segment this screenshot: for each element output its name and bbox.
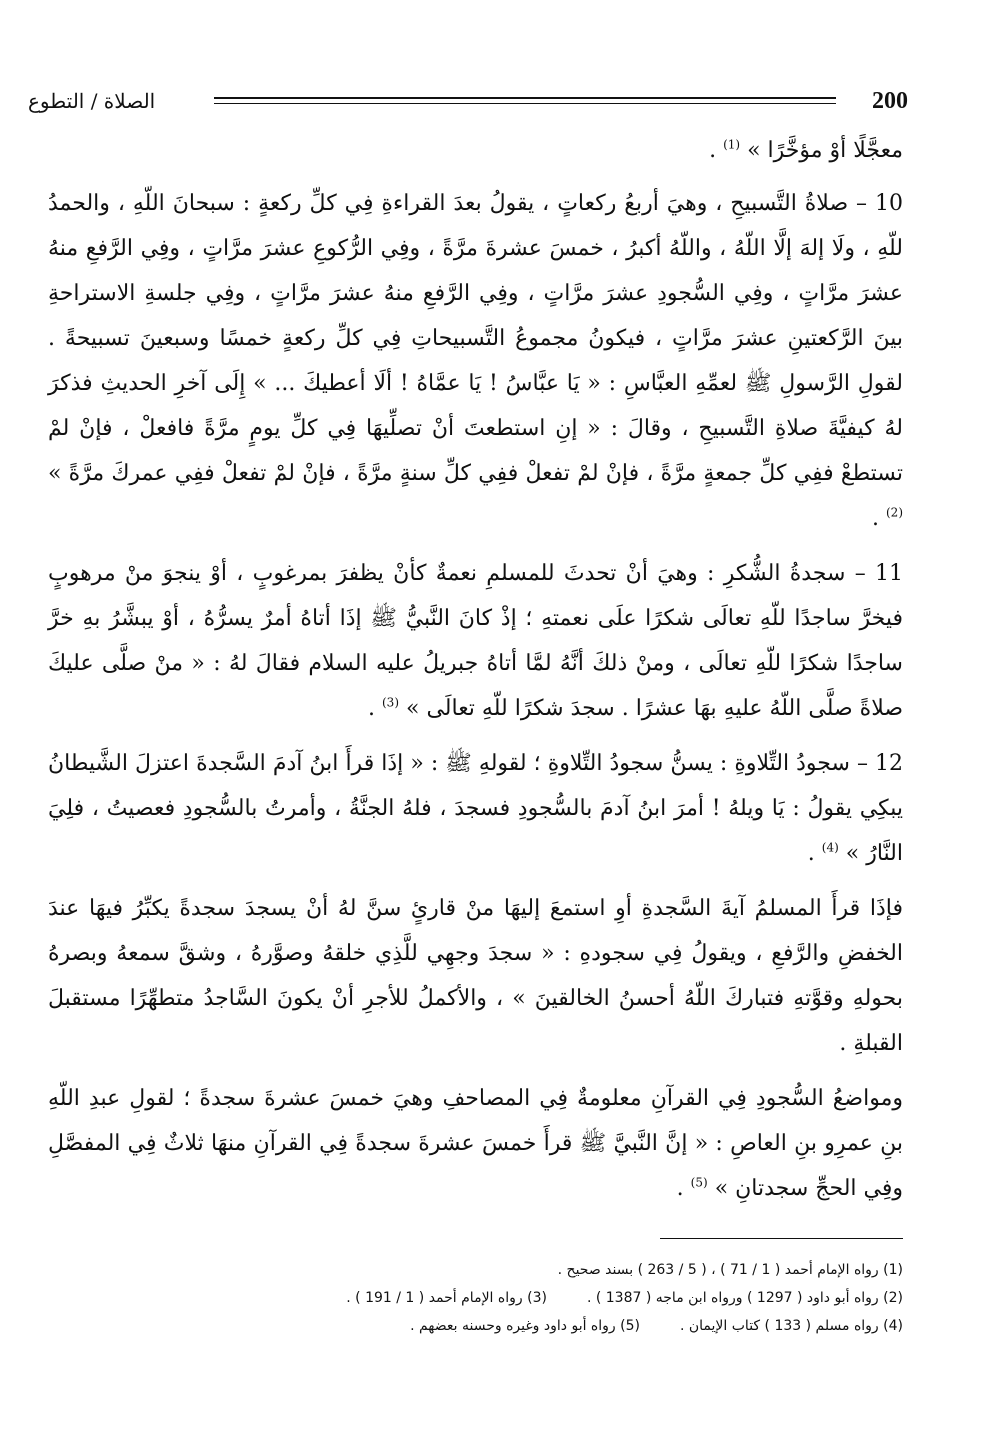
footnotes [200,1256,903,1340]
footnote: (4) رواه مسلم ( 133 ) كتاب الإيمان . [679,1318,903,1334]
footnote-marker: (4) [821,840,839,855]
footnote-line [200,1256,903,1284]
footnote: (3) رواه الإمام أحمد ( 1 / 191 ) . [346,1290,547,1306]
paragraph: 12 – سجودُ التِّلاوةِ : يسنُّ سجودُ التِّلاوةِ ؛ لقولهِ ﷺ : « إذَا قرأَ ابنُ آدمَ السَّجدةَ اعتزلَ الشَّيطانُ يبكِي يقولُ : يَا ويلهُ ! أمرَ ابنُ آدمَ بالسُّجودِ فسجدَ ، فلهُ الجنَّةُ ، وأمرتُ بالسُّجودِ فعصيتُ ، فلِيَ النَّارُ » $^{(4)}$ . [48,751,903,866]
footnote: (1) رواه الإمام أحمد ( 1 / 71 ) ، ( 5 / 263 ) بسند صحيح . [557,1262,903,1278]
running-header [28,84,908,118]
page-number: 200 [872,88,908,114]
paragraph: 11 – سجدةُ الشُّكرِ : وهيَ أنْ تحدثَ للمسلمِ نعمةٌ كأنْ يظفرَ بمرغوبٍ ، أوْ ينجوَ منْ مرهوبٍ فيخرَّ ساجدًا للّهِ تعالَى شكرًا علَى نعمتهِ ؛ إذْ كانَ النَّبيُّ ﷺ إذَا أتاهُ أمرٌ يسرُّهُ ، أوْ يبشَّرُ بهِ خرَّ ساجدًا شكرًا للّهِ تعالَى ، ومنْ ذلكَ أنَّهُ لمَّا أتاهُ جبريلُ عليه السلام فقالَ لهُ : « منْ صلَّى عليكَ صلاةً صلَّى اللّهُ عليهِ بهَا عشرًا . سجدَ شكرًا للّهِ تعالَى » $^{(3)}$ . [48,561,903,721]
body-text [48,128,903,1208]
paragraph: 10 – صلاةُ التَّسبيحِ ، وهيَ أربعُ ركعاتٍ ، يقولُ بعدَ القراءةِ فِي كلِّ ركعةٍ : سبحانَ اللّهِ ، والحمدُ للّهِ ، ولَا إلهَ إلَّا اللّهُ ، واللّهُ أكبرُ ، خمسَ عشرةَ مرَّةً ، وفِي الرُّكوعِ عشرَ مرَّاتٍ ، وفِي الرَّفعِ منهُ عشرَ مرَّاتٍ ، وفِي السُّجودِ عشرَ مرَّاتٍ ، وفِي الرَّفعِ منهُ عشرَ مرَّاتٍ ، وفِي جلسةِ الاستراحةِ بينَ الرَّكعتينِ عشرَ مرَّاتٍ ، فيكونُ مجموعُ التَّسبيحاتِ فِي كلِّ ركعةٍ خمسًا وسبعينَ تسبيحةً . لقولِ الرَّسولِ ﷺ لعمِّهِ العبَّاسِ : « يَا عبَّاسُ ! يَا عمَّاهُ ! ألَا أعطيكَ ... » إِلَى آخرِ الحديثِ فذكرَ لهُ كيفيَّةَ صلاةِ التَّسبيحِ ، وقالَ : « إنِ استطعتَ أنْ تصلِّيهَا فِي كلِّ يومٍ مرَّةً فافعلْ ، فإنْ لمْ تستطعْ ففِي كلِّ جمعةٍ مرَّةً ، فإنْ لمْ تفعلْ ففِي كلِّ سنةٍ مرَّةً ، فإنْ لمْ تفعلْ ففِي عمركَ مرَّةً » $^{(2)}$ . [48,191,904,531]
footnote-marker: (1) [723,137,741,152]
footnote: (5) رواه أبو داود وغيره وحسنه بعضهم . [410,1318,640,1334]
footnote-line [200,1284,903,1312]
header-rule [214,97,836,104]
paragraph: ومواضعُ السُّجودِ فِي القرآنِ معلومةٌ فِي المصاحفِ وهيَ خمسَ عشرةَ سجدةً ؛ لقولِ عبدِ اللّهِ بنِ عمرِو بنِ العاصِ : « إنَّ النَّبيَّ ﷺ قرأَ خمسَ عشرةَ سجدةً فِي القرآنِ منهَا ثلاثٌ فِي المفصَّلِ وفِي الحجِّ سجدتانِ » $^{(5)}$ . [48,1086,903,1201]
footnote: (2) رواه أبو داود ( 1297 ) ورواه ابن ماجه ( 1387 ) . [586,1290,903,1306]
section-title: الصلاة / التطوع [28,89,156,113]
footnote-line [200,1312,903,1340]
footnote-marker: (2) [885,505,903,520]
footnote-separator [660,1238,903,1239]
footnote-marker: (3) [381,695,399,710]
footnote-marker: (5) [690,1175,708,1190]
paragraph: معجَّلًا أوْ مؤخَّرًا » $^{(1)}$ . [709,137,903,163]
paragraph: فإذَا قرأَ المسلمُ آيةَ السَّجدةِ أوِ استمعَ إليهَا منْ قارئٍ سنَّ لهُ أنْ يسجدَ سجدةً يكبِّرُ فيهَا عندَ الخفضِ والرَّفعِ ، ويقولُ فِي سجودهِ : « سجدَ وجهِي للَّذِي خلقهُ وصوَّرهُ ، وشقَّ سمعهُ وبصرهُ بحولهِ وقوَّتهِ فتباركَ اللّهُ أحسنُ الخالقينَ » ، والأكملُ للأجرِ أنْ يكونَ السَّاجدُ متطهِّرًا مستقبلَ القبلةِ . [48,896,903,1056]
